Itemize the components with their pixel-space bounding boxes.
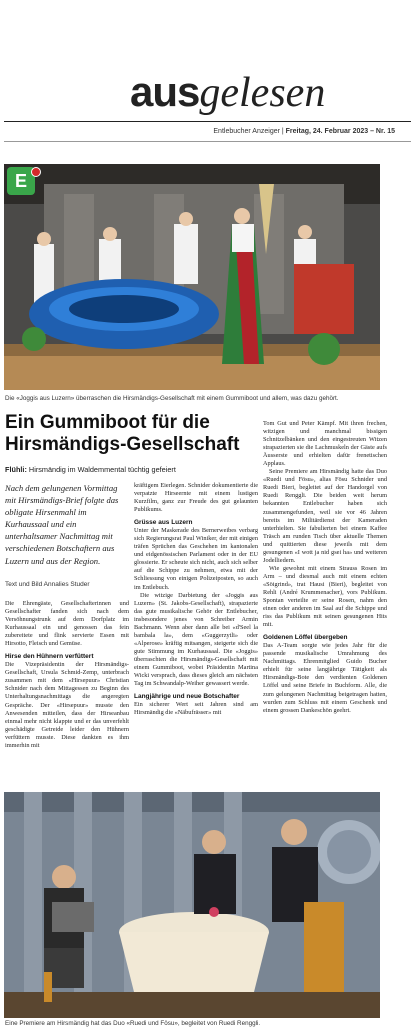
article-subhead xyxy=(5,465,265,474)
col2-subheading-1: Grüsse aus Luzern xyxy=(134,519,193,527)
col3-subheading-1: Goldenen Löffel übergeben xyxy=(263,634,348,642)
photo-gummiboot xyxy=(4,164,380,390)
article-byline: Text und Bild Annalies Studer xyxy=(5,581,90,588)
col1-subheading-1: Hirse den Hühnern verfüttert xyxy=(5,653,94,661)
col1-paragraph-1: Die Ehrengäste, Gesellschafterinnen und Gesellschafter fanden sich nach dem Versöhnungstrunk auf dem Dorfplatz im Kurhaussaal ein und genossen das fein zubereitete und flink servierte Essen mit Hirsotto, Fleisch und Gemüse. xyxy=(5,600,129,648)
photo-duo-caption: Eine Premiere am Hirsmändig hat das Duo «Ruedi und Fösu», begleitet von Ruedi Renggli. xyxy=(5,1020,261,1027)
col3-paragraph-1: Tom Gut und Peter Kämpf. Mit ihren frechen, witzigen und manchmal bissigen Schnitzelbänken und den eingestreuten Witzen strapazierten sie die Lachmuskeln der Gäste aufs Äusserste und erhielten dafür frenetischen Applaus. xyxy=(263,420,387,468)
photo-duo xyxy=(4,792,380,1018)
col1-paragraph-2: Die Vizepräsidentin der Hirsmändigs-Gesellschaft, Ursula Schmid-Zemp, unterbrach zusammen mit dem «Hirsepuur» Christian Schnider nach dem Mittagessen zu Beginn des Unterhaltungsnachmittags die angeregten Gespräche. Der «Hirsepuur» musste den Anwesenden mitteilen, dass der Hirseanbau einmal mehr nicht klappte und er das unverfehlt geschädigte Getreide leider den Hühnern verfüttern musste. Diese dankten es ihm immerhin mit xyxy=(5,661,129,749)
article-column-2 xyxy=(134,482,258,717)
photo-gummiboot-caption: Die «Joggis aus Luzern» überraschen die Hirsmändigs-Gesellschaft mit einem Gummiboot und allem, was dazu gehört. xyxy=(5,395,339,402)
col2-paragraph-2: Unter der Maskerade des Bernerweibes verbarg sich Regierungsrat Paul Winiker, der mit einigen träfen Sprüchen das Geschehen im kantonalen und eidgenössischen Parlament oder in der EU glossierte. Er scheute sich nicht, auch sich selber auf die Schippe zu nehmen, etwa mit der Schliessung von einigen Polizeiposten, so auch im Entlebuch. xyxy=(134,527,258,591)
dateline-date: Freitag, 24. Februar 2023 – Nr. 15 xyxy=(285,128,395,135)
subhead-place: Flühli: xyxy=(5,465,27,474)
dateline: Entlebucher Anzeiger | Freitag, 24. Februar 2023 – Nr. 15 xyxy=(213,128,395,135)
article-headline: Ein Gummiboot für die Hirsmändigs-Gesellschaft xyxy=(5,412,240,455)
col2-paragraph-4: Ein sicherer Wert seit Jahren sind am Hirsmändig die «Näbufrässer» mit xyxy=(134,701,258,717)
subhead-text: Hirsmändig im Waldemmental tüchtig gefeiert xyxy=(28,465,176,474)
article-column-1 xyxy=(5,600,129,750)
dateline-paper: Entlebucher Anzeiger xyxy=(213,128,280,135)
photo-gummiboot-illustration xyxy=(4,164,380,390)
col2-subheading-2: Langjährige und neue Botschafter xyxy=(134,693,240,701)
section-masthead xyxy=(130,68,382,118)
section-logo-icon: E xyxy=(7,167,35,195)
col2-paragraph-3: Die witzige Darbietung der «Joggis aus Luzern» (St. Jakobs-Gesellschaft), strapazierte das gute musikalische Gehör der Entlebucher, insbesondere jenes von Schreiber Armin Bachmann. Wenn aber dann alle bei «d'Seel la bambala la», dem «Guggerzytli» oder «Alperose» kräftig mitsangen, steigerte sich die gute Stimmung im Kurhaussaal. Die «Joggis» überraschten die Hirsmändigs-Gesellschaft mit einem Gummiboot, wobei Präsidentin Martina Wicki versprach, dass dieses gleich am nächsten Tag im Schwandalp-Weiher gewassert werde. xyxy=(134,591,258,688)
article-column-3 xyxy=(263,420,387,715)
masthead-part2: gelesen xyxy=(199,70,326,116)
photo-duo-illustration xyxy=(4,792,380,1018)
col3-paragraph-3: Wie gewohnt mit einem Strauss Rosen im Arm – und diesmal auch mit einem echten «Söigrind», trat Hausi (Bieri), begleitet von Rehli (André Krummenacher), vors Publikum. Spontan verteilte er seine Rosen, nahm den einen oder anderen im Saal auf die Schippe und riss das Publikum mit seinen gesungenen Hits mit. xyxy=(263,564,387,629)
col2-paragraph-1: kräftigem Eierlegen. Schnider dokumentierte die verpatzte Hirseernte mit einem lustigen Kurzfilm, ganz zur Freude des gut gelaunten Publikums. xyxy=(134,482,258,514)
masthead-rule xyxy=(4,121,411,122)
col3-paragraph-2: Seine Premiere am Hirsmändig hatte das Duo «Ruedi und Fösu», alias Fösu Schnider und Ruedi Bieri, begleitet auf der Handorgel von Ruedi Renggli. Die beiden weit herum bekannten Entlebucher haben sich zusammengefunden, weil sie vor 46 Jahren bereits im Militärdienst der Kameraden unterhielten. Sie fabulierten bei einem Kaffee Träsch am runden Tisch über aktuelle Themen und quittierten diese jeweils mit dem gesungenen «I wott ja nid gsei ha» und weiteren Jodelliedern. xyxy=(263,468,387,564)
masthead-part1: aus xyxy=(130,68,200,115)
dateline-rule xyxy=(4,141,411,142)
article-lead: Nach dem gelungenen Vormittag mit Hirsmändigs-Brief folgte das obligate Hirsenmahl im Kurhaussaal und ein unterhaltsamer Nachmittag mit verschiedenen Botschaftern aus Luzern und aus der Region. xyxy=(5,483,119,566)
col3-paragraph-4: Das A-Team sorgte wie jedes Jahr für die passende musikalische Umrahmung des Nachmittags. Ehrenmitglied Guido Bucher erhielt für seine langjährige Tätigkeit als Hirsmändigs-Bote den verdienten Goldenen Löffel und seine Briefe in Buchform. Alle, die zum gelungenen Nachmittag beigetragen hatten, wurden zum Schluss mit einem Geschenk und einem grossen Dankeschön geehrt. xyxy=(263,642,387,714)
